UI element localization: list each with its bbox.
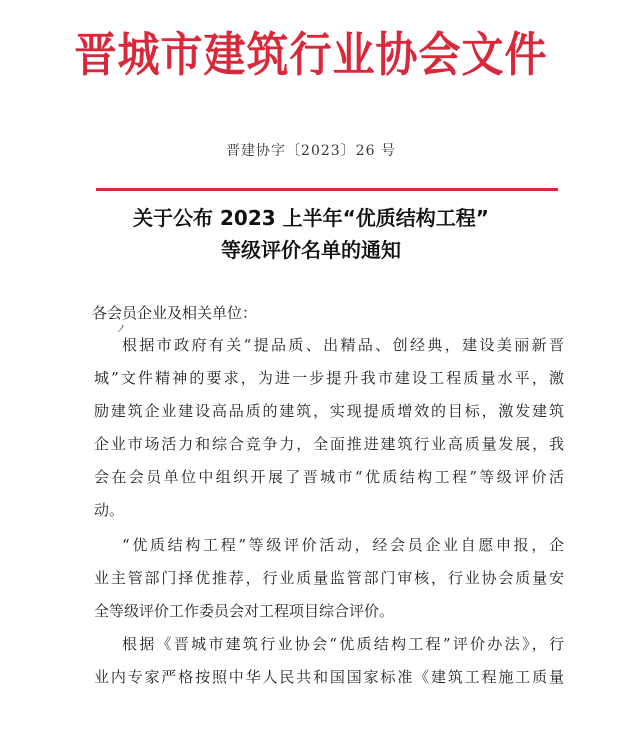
body-line-10: 根据《晋城市建筑行业协会“优质结构工程”评价办法》，行	[122, 635, 564, 653]
body-line-9: 全等级评价工作委员会对工程项目综合评价。	[94, 602, 395, 620]
letterhead-title: 晋城市建筑行业协会文件	[74, 27, 548, 83]
notice-title-line-1: 关于公布 2023 上半年“优质结构工程”	[133, 206, 489, 230]
body-line-7: “优质结构工程”等级评价活动，经会员企业自愿申报，企	[122, 536, 564, 554]
body-line-6: 动。	[94, 501, 125, 519]
document-number: 晋建协字〔2023〕26 号	[226, 143, 396, 159]
body-line-1: 根据市政府有关“提品质、出精品、创经典，建设美丽新晋	[122, 336, 564, 354]
body-line-5: 会在会员单位中组织开展了晋城市“优质结构工程”等级评价活	[94, 468, 564, 486]
body-line-2: 城”文件精神的要求，为进一步提升我市建设工程质量水平，激	[94, 369, 564, 387]
tick-mark: ノ	[116, 324, 126, 335]
salutation: 各会员企业及相关单位：	[92, 304, 258, 322]
body-line-8: 业主管部门择优推荐，行业质量监管部门审核，行业协会质量安	[94, 569, 564, 587]
body-line-3: 励建筑企业建设高品质的建筑，实现提质增效的目标，激发建筑	[94, 402, 564, 420]
body-line-4: 企业市场活力和综合竞争力，全面推进建筑行业高质量发展，我	[94, 435, 564, 453]
body-line-11: 业内专家严格按照中华人民共和国国家标准《建筑工程施工质量	[94, 668, 564, 686]
red-divider-line	[96, 188, 558, 191]
notice-title-line-2: 等级评价名单的通知	[221, 238, 401, 262]
